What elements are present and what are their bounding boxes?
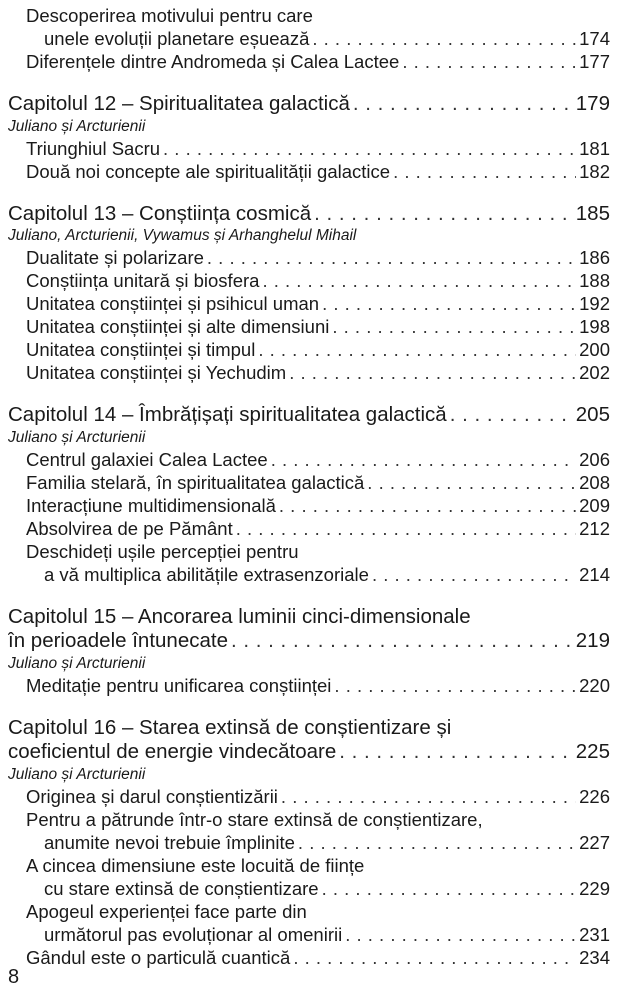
page-number: 200: [579, 339, 610, 360]
chapter-title-text: Capitolul 13 – Conștiința cosmică: [8, 201, 312, 225]
entry-title-line: A cincea dimensiune este locuită de ființe: [26, 854, 365, 876]
page-number: 186: [579, 247, 610, 268]
entry-title-line: Descoperirea motivului pentru care: [26, 5, 313, 26]
toc-entry[interactable]: [8, 471, 610, 494]
chapter-title-text: Capitolul 12 – Spiritualitatea galactică: [8, 92, 350, 115]
toc-entry[interactable]: [8, 946, 610, 969]
page-number: 231: [579, 923, 610, 945]
page-number: 205: [575, 403, 610, 426]
entry-title: Conștiința unitară și biosfera: [26, 270, 260, 291]
page-number: 179: [575, 92, 610, 115]
chapter-title-text: Capitolul 14 – Îmbrățișați spiritualitatea galactică: [8, 403, 447, 426]
dot-leader: [322, 292, 576, 315]
dot-leader: [289, 361, 576, 384]
toc-entry[interactable]: [8, 50, 610, 73]
chapter-title-line[interactable]: [8, 716, 610, 741]
toc-entry[interactable]: [8, 808, 610, 854]
page-number: 225: [575, 740, 610, 763]
spacer: [8, 586, 610, 605]
entry-title: Centrul galaxiei Calea Lactee: [26, 448, 268, 470]
entry-title: Absolvirea de pe Pământ: [26, 517, 233, 539]
entry-title: Unitatea conștiinței și Yechudim: [26, 362, 287, 383]
toc-entry[interactable]: [8, 361, 610, 384]
entry-title: Triunghiul Sacru: [26, 137, 161, 159]
page-number: 214: [579, 563, 610, 585]
toc-entry[interactable]: [8, 4, 610, 50]
chapter-13: [8, 202, 610, 385]
dot-leader: [293, 946, 576, 969]
page-number: 188: [579, 270, 610, 291]
dot-leader: [298, 831, 576, 854]
toc-entry[interactable]: [8, 540, 610, 586]
dot-leader: [163, 137, 576, 160]
chapter-authors: Juliano și Arcturienii: [8, 654, 146, 672]
table-of-contents: [8, 4, 610, 969]
dot-leader: [236, 517, 576, 540]
chapter-authors: Juliano și Arcturienii: [8, 428, 146, 446]
dot-leader: [279, 494, 576, 517]
chapter-16: [8, 716, 610, 969]
chapter-title-line[interactable]: [8, 629, 610, 654]
page-number: 212: [579, 517, 610, 539]
toc-entry[interactable]: [8, 137, 610, 160]
page-number: 192: [579, 293, 610, 314]
toc-entry[interactable]: [8, 160, 610, 183]
chapter-authors: Juliano și Arcturienii: [8, 765, 146, 783]
entry-title: Două noi concepte ale spiritualității galactice: [26, 160, 391, 182]
toc-entry[interactable]: [8, 448, 610, 471]
toc-entry[interactable]: [8, 785, 610, 808]
chapter-title[interactable]: [8, 202, 610, 227]
dot-leader: [231, 629, 573, 654]
dot-leader: [450, 403, 573, 428]
toc-entry[interactable]: [8, 246, 610, 269]
chapter-title-line[interactable]: [8, 740, 610, 765]
toc-entry[interactable]: [8, 854, 610, 900]
page-number: 185: [575, 201, 610, 225]
entry-title: Gândul este o particulă cuantică: [26, 946, 291, 968]
dot-leader: [314, 202, 573, 227]
dot-leader: [334, 674, 576, 697]
entry-title-line: Apogeul experienței face parte din: [26, 900, 307, 922]
page-number: 206: [579, 448, 610, 470]
entry-title-line: anumite nevoi trebuie împlinite: [44, 831, 295, 853]
entry-title: Unitatea conștiinței și timpul: [26, 339, 256, 360]
toc-entry[interactable]: [8, 292, 610, 315]
chapter-title-text: coeficientul de energie vindecătoare: [8, 740, 337, 763]
spacer: [8, 73, 610, 92]
dot-leader: [367, 471, 576, 494]
entry-title: Dualitate și polarizare: [26, 247, 204, 268]
page-number: 229: [579, 877, 610, 899]
chapter-15: [8, 605, 610, 697]
entry-title-line: Deschideți ușile percepției pentru: [26, 540, 299, 562]
entry-title: Familia stelară, în spiritualitatea galactică: [26, 471, 365, 493]
page-number: 227: [579, 831, 610, 853]
dot-leader: [322, 877, 577, 900]
page-number: 182: [579, 160, 610, 182]
page-number: 209: [579, 494, 610, 516]
dot-leader: [372, 563, 576, 586]
chapter-title-text: Capitolul 15 – Ancorarea luminii cinci-dimensionale: [8, 604, 471, 628]
dot-leader: [402, 50, 576, 73]
entry-title: Meditație pentru unificarea conștiinței: [26, 674, 332, 696]
spacer: [8, 697, 610, 716]
entry-title: Interacțiune multidimensională: [26, 494, 276, 516]
dot-leader: [312, 27, 576, 50]
page-number: 220: [579, 674, 610, 696]
dot-leader: [271, 448, 576, 471]
toc-entry[interactable]: [8, 338, 610, 361]
spacer: [8, 183, 610, 202]
chapter-authors: Juliano, Arcturienii, Vywamus și Arhanghelul Mihail: [8, 227, 357, 244]
page-number: 226: [579, 785, 610, 807]
entry-title-line: unele evoluții planetare eșuează: [44, 28, 310, 49]
page-number: 177: [579, 51, 610, 72]
page-number: 208: [579, 471, 610, 493]
dot-leader: [393, 160, 576, 183]
page-number: 174: [579, 28, 610, 49]
chapter-title-text: în perioadele întunecate: [8, 629, 228, 652]
toc-entry[interactable]: [8, 269, 610, 292]
chapter-authors: Juliano și Arcturienii: [8, 117, 146, 135]
page-number: 219: [575, 629, 610, 652]
dot-leader: [262, 269, 576, 292]
toc-entry[interactable]: [8, 494, 610, 517]
dot-leader: [258, 338, 576, 361]
dot-leader: [339, 740, 573, 765]
entry-title-line: următorul pas evoluționar al omenirii: [44, 923, 343, 945]
chapter-title-text: Capitolul 16 – Starea extinsă de conștientizare și: [8, 715, 452, 739]
page-number: 234: [579, 946, 610, 968]
dot-leader: [345, 923, 576, 946]
toc-entry[interactable]: [8, 315, 610, 338]
page-folio-number: 8: [8, 966, 20, 988]
dot-leader: [281, 785, 576, 808]
chapter-12: [8, 92, 610, 183]
dot-leader: [353, 92, 573, 117]
chapter-title[interactable]: [8, 92, 610, 117]
entry-title: Originea și darul conștientizării: [26, 785, 278, 807]
spacer: [8, 384, 610, 403]
entry-title: Diferențele dintre Andromeda și Calea Lactee: [26, 51, 400, 72]
chapter-14: [8, 403, 610, 586]
entry-title-line: Pentru a pătrunde într-o stare extinsă de conștientizare,: [26, 808, 483, 830]
dot-leader: [207, 246, 576, 269]
page-number: 202: [579, 362, 610, 383]
entry-title-line: cu stare extinsă de conștientizare: [44, 877, 319, 899]
dot-leader: [332, 315, 576, 338]
toc-entry[interactable]: [8, 674, 610, 697]
toc-entry[interactable]: [8, 900, 610, 946]
chapter-title-line[interactable]: [8, 605, 610, 630]
chapter-title[interactable]: [8, 403, 610, 428]
entry-title-line: a vă multiplica abilitățile extrasenzoriale: [44, 563, 369, 585]
entry-title: Unitatea conștiinței și psihicul uman: [26, 293, 320, 314]
toc-entry[interactable]: [8, 517, 610, 540]
page-number: 181: [579, 137, 610, 159]
entry-title: Unitatea conștiinței și alte dimensiuni: [26, 316, 330, 337]
page-number: 198: [579, 316, 610, 337]
